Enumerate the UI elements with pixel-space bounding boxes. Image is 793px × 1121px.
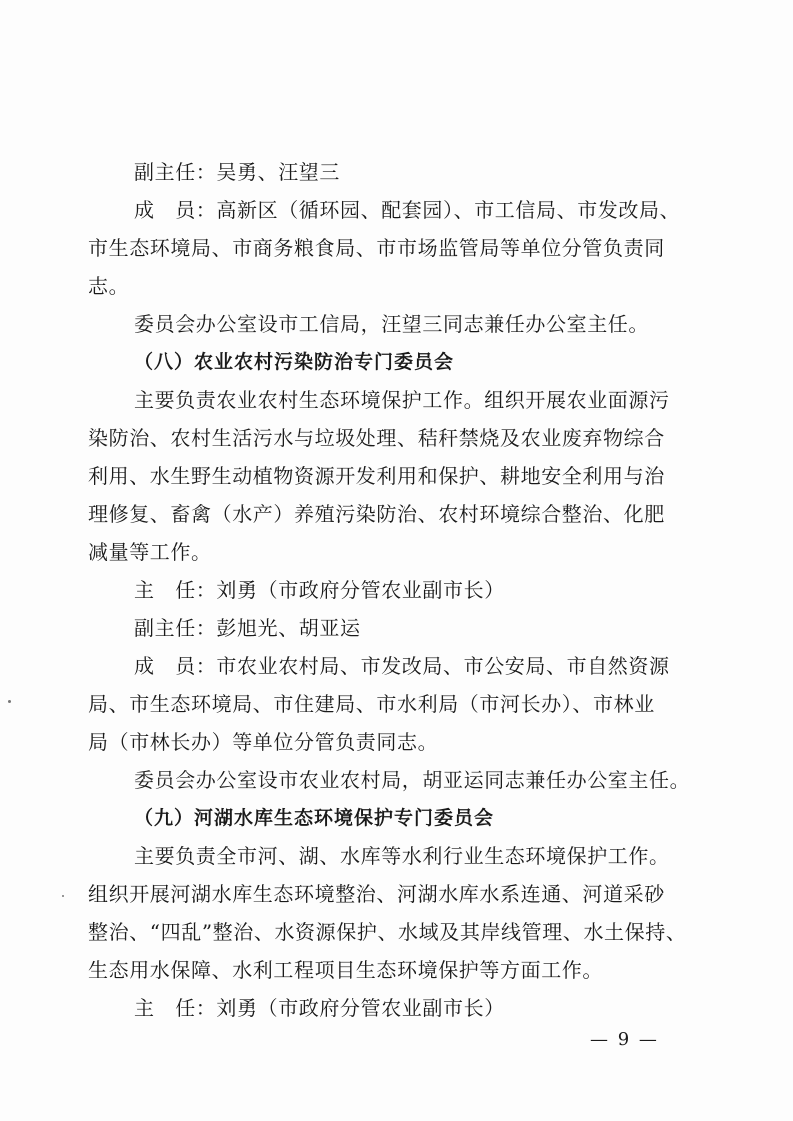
paragraph-line: 市生态环境局、市商务粮食局、市市场监管局等单位分管负责同 (88, 236, 665, 260)
members-line: 成 员：高新区（循环园、配套园）、市工信局、市发改局、 (134, 198, 681, 222)
office-line: 委员会办公室设市工信局，汪望三同志兼任办公室主任。 (134, 312, 649, 336)
paragraph-line: 整治、“四乱”整治、水资源保护、水域及其岸线管理、水土保持、 (88, 920, 687, 944)
paragraph-line: 利用、水生野生动植物资源开发利用和保护、耕地安全利用与治 (88, 464, 665, 488)
page-number: — 9 — (590, 1029, 659, 1050)
paragraph-line: 局、市生态环境局、市住建局、市水利局（市河长办）、市林业 (88, 692, 655, 716)
section-heading-9: （九）河湖水库生态环境保护专门委员会 (134, 807, 495, 829)
deputy-director-line: 副主任：彭旭光、胡亚运 (134, 616, 361, 640)
paragraph-line: 局（市林长办）等单位分管负责同志。 (88, 730, 439, 754)
paragraph-line: 生态用水保障、水利工程项目生态环境保护等方面工作。 (88, 958, 603, 982)
director-line: 主 任：刘勇（市政府分管农业副市长） (134, 996, 505, 1020)
deputy-director-line: 副主任：吴勇、汪望三 (134, 160, 340, 184)
section-heading-8: （八）农业农村污染防治专门委员会 (134, 351, 455, 373)
paragraph-line: 志。 (88, 274, 130, 298)
director-line: 主 任：刘勇（市政府分管农业副市长） (134, 578, 505, 602)
paragraph-line: 理修复、畜禽（水产）养殖污染防治、农村环境综合整治、化肥 (88, 502, 665, 526)
paragraph-line: 减量等工作。 (88, 540, 212, 564)
office-line: 委员会办公室设市农业农村局，胡亚运同志兼任办公室主任。 (134, 768, 691, 792)
scan-speck (8, 700, 11, 703)
scan-speck (62, 895, 64, 897)
members-line: 成 员：市农业农村局、市发改局、市公安局、市自然资源 (134, 654, 670, 678)
paragraph-line: 染防治、农村生活污水与垃圾处理、秸秆禁烧及农业废弃物综合 (88, 426, 665, 450)
paragraph-line: 主要负责全市河、湖、水库等水利行业生态环境保护工作。 (134, 844, 670, 868)
paragraph-line: 组织开展河湖水库生态环境整治、河湖水库水系连通、河道采砂 (88, 882, 665, 906)
paragraph-line: 主要负责农业农村生态环境保护工作。组织开展农业面源污 (134, 388, 670, 412)
